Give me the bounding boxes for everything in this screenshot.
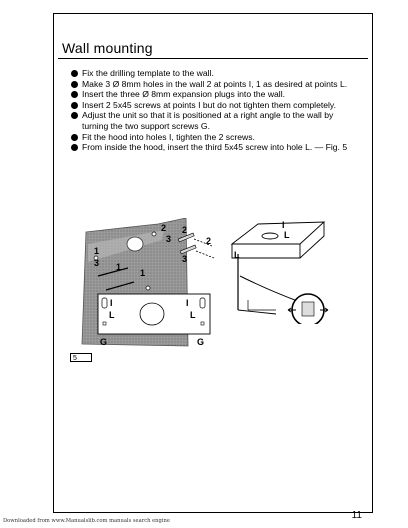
hood-top [232,222,324,244]
hood-mounting-illustration [228,214,368,324]
figure-label: 5 [70,353,92,362]
drill-hole [146,286,150,290]
template-opening [127,237,143,251]
list-item: Insert 2 5x45 screws at points I but do not tighten them completely. [70,100,360,111]
callout-3: 3 [94,258,100,268]
callout-l: L [284,230,290,240]
callout-3: 3 [182,254,188,264]
callout-g: G [197,337,205,347]
instruction-list [70,68,360,153]
callout-l: L [234,250,240,260]
page-number: 11 [351,510,362,521]
callout-3: 3 [166,234,172,244]
callout-2: 2 [206,236,212,246]
wall-template-illustration [78,218,228,348]
callout-i: I [110,298,113,308]
drill-hole [152,232,156,236]
download-watermark: Downloaded from www.Manualslib.com manuals search engine [3,518,170,524]
callout-2: 2 [182,225,188,235]
callout-l: L [190,310,196,320]
list-item: Adjust the unit so that it is positioned at a right angle to the wall by turning the two support screws G. [70,110,360,131]
section-title: Wall mounting [62,40,153,56]
detail-zoom [248,294,328,324]
callout-1: 1 [140,268,146,278]
callout-l: L [109,310,115,320]
list-item: Fit the hood into holes I, tighten the 2 screws. [70,132,360,143]
list-item: From inside the hood, insert the third 5x45 screw into hole L. — Fig. 5 [70,142,360,153]
callout-i: I [186,298,189,308]
callout-1: 1 [116,262,122,272]
callout-g: G [100,337,108,347]
hood-front [232,244,300,258]
list-item: Make 3 Ø 8mm holes in the wall 2 at points I, 1 as desired at points L. [70,79,360,90]
callout-1: 1 [94,246,100,256]
list-item: Insert the three Ø 8mm expansion plugs into the wall. [70,89,360,100]
callout-i: I [282,220,285,230]
callout-2: 2 [161,223,167,233]
title-underline [58,58,368,59]
list-item: Fix the drilling template to the wall. [70,68,360,79]
